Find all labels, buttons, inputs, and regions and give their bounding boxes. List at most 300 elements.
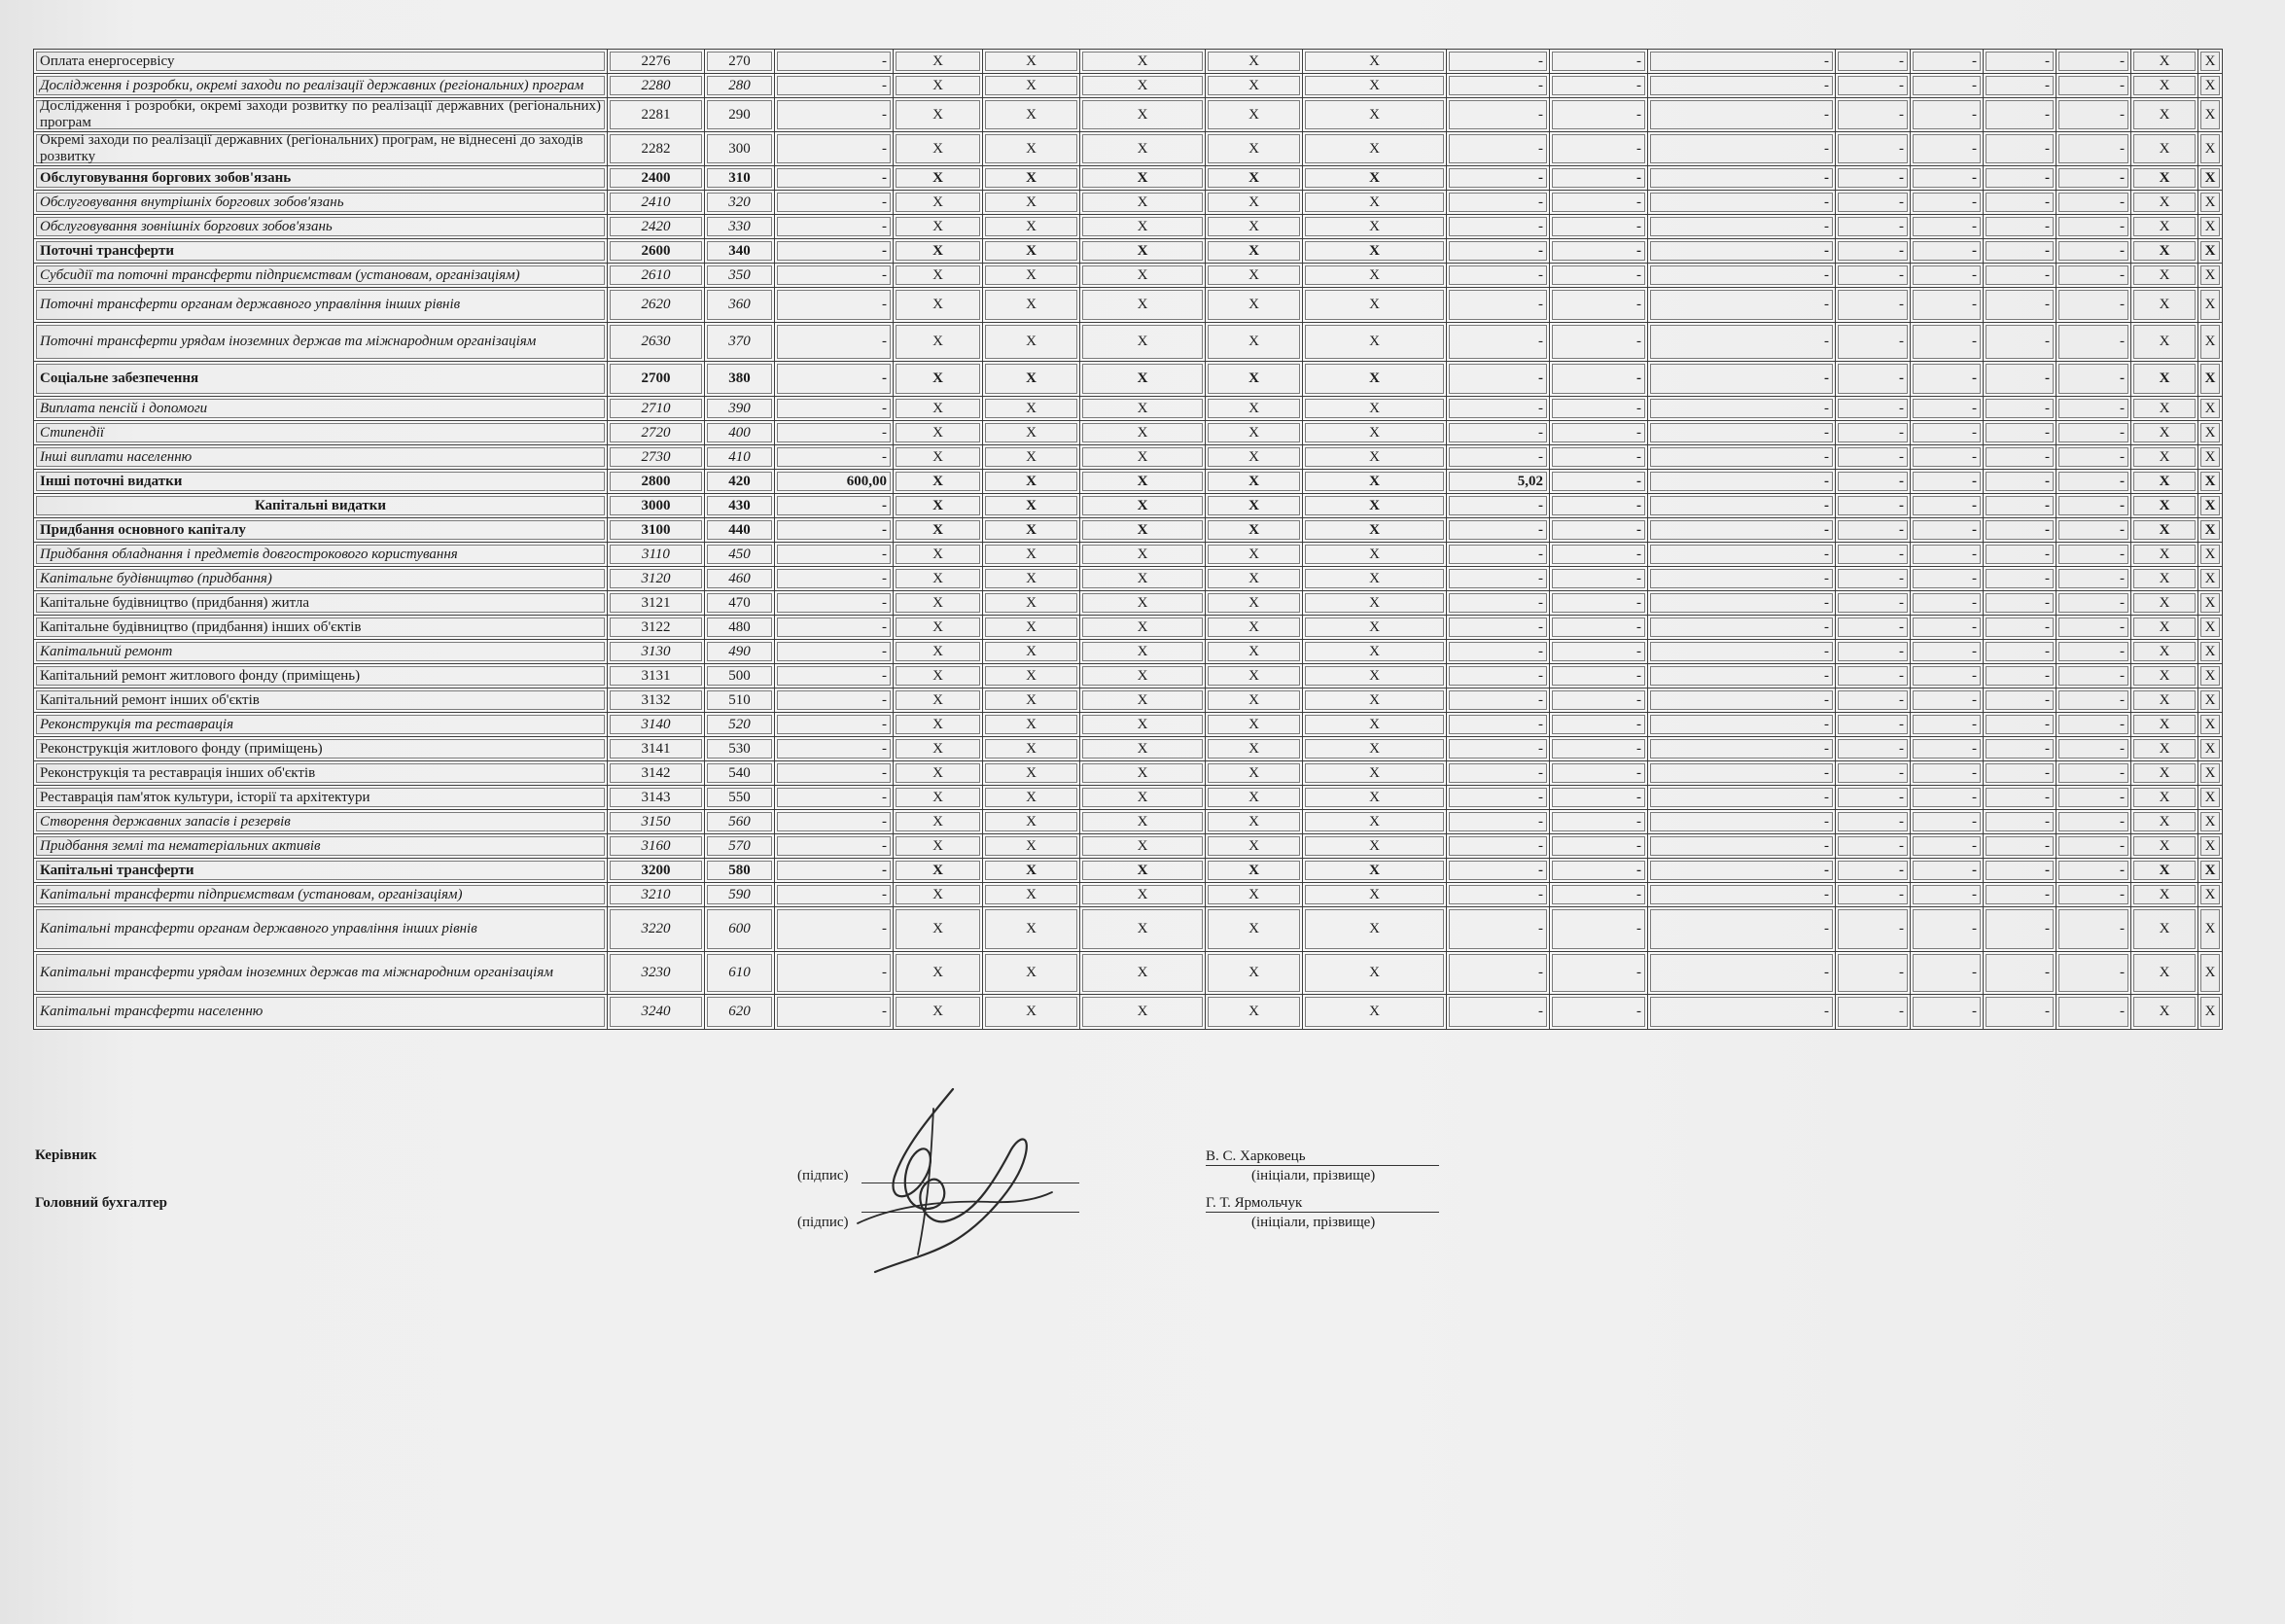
cross-cell: X: [983, 664, 1080, 688]
row-kekv-code: 3240: [608, 995, 705, 1030]
row-kekv-code: 3210: [608, 883, 705, 907]
cross-cell: X: [1206, 786, 1303, 810]
row-amount: -: [775, 264, 894, 288]
row-line-code: 570: [705, 834, 775, 859]
row-line-code: 500: [705, 664, 775, 688]
cross-cell: X: [1080, 50, 1206, 74]
cross-cell: X: [1303, 323, 1447, 362]
row-value: -: [1911, 591, 1984, 616]
row-value: -: [1648, 616, 1836, 640]
row-value: -: [1447, 166, 1550, 191]
row-value: -: [1648, 907, 1836, 952]
row-value: -: [1911, 98, 1984, 132]
row-value: -: [1984, 664, 2056, 688]
row-value: -: [1984, 323, 2056, 362]
cross-cell: X: [894, 166, 983, 191]
row-kekv-code: 3132: [608, 688, 705, 713]
cross-cell: X: [1206, 952, 1303, 995]
cross-cell: X: [2131, 810, 2198, 834]
row-value: -: [1648, 191, 1836, 215]
row-item-name: Поточні трансферти органам державного управління інших рівнів: [34, 288, 608, 323]
cross-cell: X: [2131, 397, 2198, 421]
row-value: -: [2056, 288, 2131, 323]
row-value: -: [2056, 98, 2131, 132]
row-value: -: [1648, 995, 1836, 1030]
row-kekv-code: 3121: [608, 591, 705, 616]
row-item-name: Капітальний ремонт: [34, 640, 608, 664]
cross-cell: X: [894, 264, 983, 288]
row-value: -: [1984, 362, 2056, 397]
cross-cell: X: [983, 421, 1080, 445]
row-value: -: [2056, 995, 2131, 1030]
row-item-name: Інші поточні видатки: [34, 470, 608, 494]
row-value: -: [1984, 166, 2056, 191]
row-kekv-code: 2730: [608, 445, 705, 470]
cross-cell: X: [894, 191, 983, 215]
row-value: -: [1836, 518, 1911, 543]
cross-cell: X: [2198, 907, 2223, 952]
cross-cell: X: [983, 397, 1080, 421]
row-value: -: [2056, 640, 2131, 664]
row-item-name: Придбання основного капіталу: [34, 518, 608, 543]
row-value: -: [1984, 567, 2056, 591]
cross-cell: X: [2198, 74, 2223, 98]
cross-cell: X: [894, 362, 983, 397]
row-value: -: [1911, 907, 1984, 952]
row-value: -: [1984, 288, 2056, 323]
cross-cell: X: [894, 616, 983, 640]
row-value: -: [2056, 166, 2131, 191]
cross-cell: X: [1206, 470, 1303, 494]
cross-cell: X: [983, 239, 1080, 264]
row-value: -: [1911, 786, 1984, 810]
row-line-code: 280: [705, 74, 775, 98]
cross-cell: X: [2198, 952, 2223, 995]
row-value: -: [1550, 591, 1648, 616]
cross-cell: X: [1303, 640, 1447, 664]
row-value: -: [1911, 810, 1984, 834]
row-line-code: 620: [705, 995, 775, 1030]
row-value: -: [2056, 786, 2131, 810]
cross-cell: X: [1303, 907, 1447, 952]
row-item-name: Капітальні трансферти підприємствам (установам, організаціям): [34, 883, 608, 907]
row-value: -: [1911, 688, 1984, 713]
cross-cell: X: [2198, 567, 2223, 591]
row-value: -: [1836, 995, 1911, 1030]
cross-cell: X: [894, 995, 983, 1030]
cross-cell: X: [894, 713, 983, 737]
row-value: -: [2056, 834, 2131, 859]
cross-cell: X: [894, 688, 983, 713]
row-kekv-code: 3100: [608, 518, 705, 543]
row-value: -: [1911, 397, 1984, 421]
row-value: -: [1648, 810, 1836, 834]
row-value: -: [1836, 239, 1911, 264]
row-amount: -: [775, 664, 894, 688]
row-value: -: [2056, 397, 2131, 421]
row-item-name: Соціальне забезпечення: [34, 362, 608, 397]
cross-cell: X: [1206, 688, 1303, 713]
row-line-code: 510: [705, 688, 775, 713]
row-item-name: Дослідження і розробки, окремі заходи розвитку по реалізації державних (регіональних) програм: [34, 98, 608, 132]
cross-cell: X: [1080, 567, 1206, 591]
row-value: -: [1447, 591, 1550, 616]
row-value: -: [1984, 688, 2056, 713]
row-amount: -: [775, 494, 894, 518]
cross-cell: X: [1080, 445, 1206, 470]
row-value: -: [1447, 50, 1550, 74]
cross-cell: X: [983, 567, 1080, 591]
row-value: -: [1984, 397, 2056, 421]
cross-cell: X: [2131, 323, 2198, 362]
cross-cell: X: [2198, 50, 2223, 74]
row-item-name: Поточні трансферти: [34, 239, 608, 264]
cross-cell: X: [1206, 421, 1303, 445]
cross-cell: X: [1206, 640, 1303, 664]
row-value: -: [2056, 74, 2131, 98]
row-value: -: [1911, 883, 1984, 907]
row-value: -: [1984, 74, 2056, 98]
row-line-code: 270: [705, 50, 775, 74]
cross-cell: X: [1303, 834, 1447, 859]
row-value: -: [1984, 421, 2056, 445]
row-amount: -: [775, 132, 894, 166]
row-value: -: [1447, 688, 1550, 713]
cross-cell: X: [894, 543, 983, 567]
cross-cell: X: [894, 421, 983, 445]
cross-cell: X: [1080, 421, 1206, 445]
row-value: -: [1984, 859, 2056, 883]
row-value: -: [2056, 859, 2131, 883]
row-line-code: 360: [705, 288, 775, 323]
row-amount: -: [775, 640, 894, 664]
row-value: -: [2056, 567, 2131, 591]
row-kekv-code: 3143: [608, 786, 705, 810]
cross-cell: X: [1080, 786, 1206, 810]
cross-cell: X: [983, 907, 1080, 952]
row-value: -: [1447, 567, 1550, 591]
row-value: -: [2056, 264, 2131, 288]
row-value: -: [1984, 132, 2056, 166]
row-value: -: [2056, 883, 2131, 907]
cross-cell: X: [1206, 567, 1303, 591]
row-value: -: [1648, 494, 1836, 518]
cross-cell: X: [1303, 995, 1447, 1030]
row-value: -: [1447, 786, 1550, 810]
row-value: -: [1648, 288, 1836, 323]
row-item-name: Оплата енергосервісу: [34, 50, 608, 74]
row-value: -: [1550, 518, 1648, 543]
cross-cell: X: [983, 288, 1080, 323]
row-value: -: [1447, 737, 1550, 761]
cross-cell: X: [1206, 543, 1303, 567]
cross-cell: X: [2198, 810, 2223, 834]
row-line-code: 410: [705, 445, 775, 470]
row-value: -: [1447, 952, 1550, 995]
cross-cell: X: [1206, 616, 1303, 640]
cross-cell: X: [2198, 518, 2223, 543]
cross-cell: X: [1303, 445, 1447, 470]
row-value: -: [1550, 421, 1648, 445]
row-kekv-code: 3200: [608, 859, 705, 883]
row-amount: -: [775, 421, 894, 445]
row-value: -: [1447, 191, 1550, 215]
row-value: -: [1836, 543, 1911, 567]
row-value: -: [1447, 859, 1550, 883]
row-value: -: [1447, 713, 1550, 737]
cross-cell: X: [894, 786, 983, 810]
row-kekv-code: 3230: [608, 952, 705, 995]
cross-cell: X: [983, 191, 1080, 215]
row-value: -: [1984, 737, 2056, 761]
row-value: -: [1836, 591, 1911, 616]
row-value: -: [1911, 567, 1984, 591]
cross-cell: X: [1206, 883, 1303, 907]
head-name-hint: (ініціали, прізвище): [1251, 1168, 1376, 1183]
row-value: -: [1648, 50, 1836, 74]
cross-cell: X: [983, 737, 1080, 761]
row-kekv-code: 2630: [608, 323, 705, 362]
cross-cell: X: [1080, 323, 1206, 362]
row-line-code: 580: [705, 859, 775, 883]
cross-cell: X: [1080, 713, 1206, 737]
cross-cell: X: [1080, 215, 1206, 239]
row-value: -: [2056, 591, 2131, 616]
cross-cell: X: [1303, 98, 1447, 132]
row-kekv-code: 3130: [608, 640, 705, 664]
row-value: -: [2056, 761, 2131, 786]
cross-cell: X: [1080, 737, 1206, 761]
row-amount: 600,00: [775, 470, 894, 494]
cross-cell: X: [2198, 859, 2223, 883]
cross-cell: X: [1206, 98, 1303, 132]
row-item-name: Стипендії: [34, 421, 608, 445]
row-value: -: [1911, 215, 1984, 239]
cross-cell: X: [2131, 761, 2198, 786]
row-item-name: Реконструкція та реставрація: [34, 713, 608, 737]
row-value: -: [1447, 421, 1550, 445]
cross-cell: X: [2131, 543, 2198, 567]
cross-cell: X: [1080, 810, 1206, 834]
cross-cell: X: [1303, 737, 1447, 761]
row-value: -: [1648, 713, 1836, 737]
row-amount: -: [775, 591, 894, 616]
cross-cell: X: [2131, 362, 2198, 397]
row-item-name: Окремі заходи по реалізації державних (регіональних) програм, не віднесені до заходів розвитку: [34, 132, 608, 166]
row-value: -: [1447, 761, 1550, 786]
row-value: -: [2056, 132, 2131, 166]
row-amount: -: [775, 445, 894, 470]
cross-cell: X: [894, 215, 983, 239]
cross-cell: X: [983, 688, 1080, 713]
cross-cell: X: [2131, 264, 2198, 288]
row-item-name: Капітальне будівництво (придбання) інших об'єктів: [34, 616, 608, 640]
row-item-name: Капітальний ремонт інших об'єктів: [34, 688, 608, 713]
cross-cell: X: [1303, 761, 1447, 786]
cross-cell: X: [2198, 445, 2223, 470]
cross-cell: X: [894, 494, 983, 518]
cross-cell: X: [1303, 470, 1447, 494]
row-value: -: [1550, 288, 1648, 323]
row-value: -: [1447, 74, 1550, 98]
row-value: -: [2056, 445, 2131, 470]
cross-cell: X: [1303, 616, 1447, 640]
row-value: -: [1648, 786, 1836, 810]
cross-cell: X: [1206, 74, 1303, 98]
row-value: -: [1447, 664, 1550, 688]
row-value: -: [1984, 445, 2056, 470]
cross-cell: X: [1206, 518, 1303, 543]
row-value: -: [1550, 543, 1648, 567]
row-value: -: [1447, 543, 1550, 567]
row-value: -: [1911, 995, 1984, 1030]
row-value: -: [1836, 859, 1911, 883]
row-amount: -: [775, 74, 894, 98]
cross-cell: X: [2198, 397, 2223, 421]
cross-cell: X: [1080, 470, 1206, 494]
row-value: -: [1550, 445, 1648, 470]
row-value: -: [1550, 239, 1648, 264]
cross-cell: X: [1303, 397, 1447, 421]
row-amount: -: [775, 567, 894, 591]
row-item-name: Реконструкція та реставрація інших об'єктів: [34, 761, 608, 786]
row-item-name: Капітальний ремонт житлового фонду (приміщень): [34, 664, 608, 688]
cross-cell: X: [1080, 98, 1206, 132]
row-value: -: [1836, 952, 1911, 995]
cross-cell: X: [2131, 98, 2198, 132]
cross-cell: X: [2131, 883, 2198, 907]
row-value: -: [2056, 323, 2131, 362]
row-value: -: [1911, 664, 1984, 688]
cross-cell: X: [983, 50, 1080, 74]
row-kekv-code: 3141: [608, 737, 705, 761]
row-value: -: [2056, 470, 2131, 494]
cross-cell: X: [983, 883, 1080, 907]
row-value: -: [1648, 323, 1836, 362]
row-value: -: [1836, 132, 1911, 166]
cross-cell: X: [1080, 952, 1206, 995]
row-item-name: Реконструкція житлового фонду (приміщень): [34, 737, 608, 761]
row-value: -: [1447, 995, 1550, 1030]
cross-cell: X: [1303, 883, 1447, 907]
cross-cell: X: [1080, 518, 1206, 543]
row-value: -: [1447, 323, 1550, 362]
cross-cell: X: [1080, 688, 1206, 713]
cross-cell: X: [983, 810, 1080, 834]
cross-cell: X: [1080, 664, 1206, 688]
cross-cell: X: [2131, 421, 2198, 445]
cross-cell: X: [983, 543, 1080, 567]
cross-cell: X: [894, 239, 983, 264]
row-kekv-code: 2420: [608, 215, 705, 239]
cross-cell: X: [1303, 264, 1447, 288]
row-value: -: [1550, 98, 1648, 132]
row-value: -: [1648, 397, 1836, 421]
cross-cell: X: [2131, 132, 2198, 166]
row-amount: -: [775, 397, 894, 421]
row-value: -: [1447, 810, 1550, 834]
row-value: -: [1648, 859, 1836, 883]
cross-cell: X: [2198, 737, 2223, 761]
row-line-code: 610: [705, 952, 775, 995]
row-value: -: [2056, 362, 2131, 397]
cross-cell: X: [983, 362, 1080, 397]
row-value: -: [1984, 834, 2056, 859]
row-item-name: Обслуговування внутрішніх боргових зобов'язань: [34, 191, 608, 215]
row-item-name: Поточні трансферти урядам іноземних держав та міжнародним організаціям: [34, 323, 608, 362]
row-line-code: 450: [705, 543, 775, 567]
cross-cell: X: [1080, 995, 1206, 1030]
cross-cell: X: [2198, 132, 2223, 166]
row-value: -: [1836, 761, 1911, 786]
cross-cell: X: [2131, 713, 2198, 737]
cross-cell: X: [2131, 494, 2198, 518]
row-value: -: [1836, 883, 1911, 907]
row-value: -: [1550, 567, 1648, 591]
cross-cell: X: [983, 445, 1080, 470]
row-value: -: [1447, 494, 1550, 518]
cross-cell: X: [1303, 591, 1447, 616]
row-value: -: [1648, 98, 1836, 132]
row-kekv-code: 3122: [608, 616, 705, 640]
row-value: -: [1648, 567, 1836, 591]
row-item-name: Капітальні трансферти: [34, 859, 608, 883]
cross-cell: X: [2131, 664, 2198, 688]
row-kekv-code: 3150: [608, 810, 705, 834]
row-line-code: 440: [705, 518, 775, 543]
row-value: -: [1550, 323, 1648, 362]
row-value: -: [1984, 713, 2056, 737]
row-value: -: [1836, 567, 1911, 591]
cross-cell: X: [1080, 166, 1206, 191]
row-item-name: Капітальні видатки: [34, 494, 608, 518]
row-item-name: Інші виплати населенню: [34, 445, 608, 470]
row-value: -: [1550, 494, 1648, 518]
row-value: -: [1550, 664, 1648, 688]
row-value: -: [1836, 494, 1911, 518]
row-value: -: [1550, 640, 1648, 664]
row-value: -: [1550, 786, 1648, 810]
cross-cell: X: [894, 288, 983, 323]
cross-cell: X: [2131, 834, 2198, 859]
cross-cell: X: [1206, 191, 1303, 215]
row-value: -: [1836, 264, 1911, 288]
row-value: -: [1836, 166, 1911, 191]
cross-cell: X: [1303, 688, 1447, 713]
row-value: -: [1550, 74, 1648, 98]
row-value: -: [2056, 50, 2131, 74]
cross-cell: X: [2131, 786, 2198, 810]
cross-cell: X: [2131, 616, 2198, 640]
row-amount: -: [775, 786, 894, 810]
cross-cell: X: [894, 834, 983, 859]
cross-cell: X: [983, 995, 1080, 1030]
cross-cell: X: [2198, 688, 2223, 713]
row-line-code: 480: [705, 616, 775, 640]
cross-cell: X: [983, 98, 1080, 132]
row-kekv-code: 2400: [608, 166, 705, 191]
row-value: -: [1447, 239, 1550, 264]
row-value: -: [1911, 470, 1984, 494]
cross-cell: X: [2131, 215, 2198, 239]
handwritten-signature-icon: [836, 1079, 1060, 1274]
cross-cell: X: [2198, 362, 2223, 397]
cross-cell: X: [2131, 191, 2198, 215]
cross-cell: X: [1303, 518, 1447, 543]
row-value: -: [1648, 166, 1836, 191]
row-value: -: [1836, 421, 1911, 445]
row-value: -: [1984, 264, 2056, 288]
